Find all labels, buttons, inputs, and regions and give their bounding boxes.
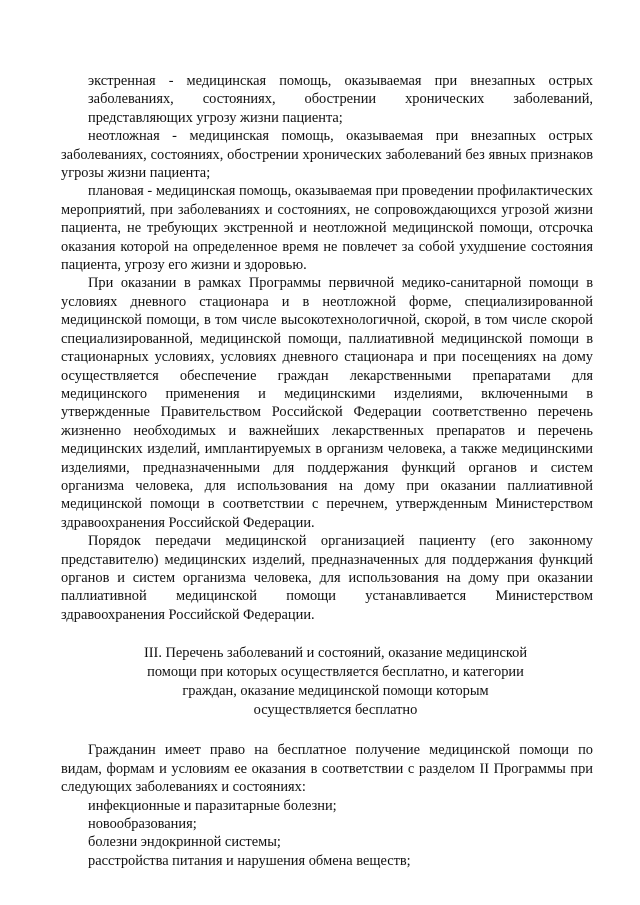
- list-item: новообразования;: [88, 816, 197, 832]
- section-heading-line: помощи при которых осуществляется бесплатно, и категории: [147, 663, 524, 680]
- paragraph-urgent-care: неотложная - медицинская помощь, оказываемая при внезапных острых заболеваниях, состояниях, обострении хронических заболеваний без явных признаков угрозы жизни пациента;: [61, 128, 593, 182]
- conditions-list: [88, 797, 593, 871]
- section-heading-line: осуществляется бесплатно: [253, 701, 418, 718]
- paragraph-device-transfer-order: Порядок передачи медицинской организацией пациенту (его законному представителю) медицинских изделий, предназначенных для поддержания функций органов и систем организма человека, для использования на дому при оказании паллиативной медицинской помощи устанавливается Министерством здравоохранения Российской Федерации.: [61, 533, 593, 623]
- list-item: расстройства питания и нарушения обмена веществ;: [88, 852, 411, 869]
- paragraph-emergency-care: экстренная - медицинская помощь, оказываемая при внезапных острых заболеваниях, состояниях, обострении хронических заболеваний, представляющих угрозу жизни пациента;: [88, 73, 593, 126]
- paragraph-medication-provision: При оказании в рамках Программы первичной медико-санитарной помощи в условиях дневного стационара и в неотложной форме, специализированной медицинской помощи, в том числе высокотехнологичной, скорой, в том числе скорой специализированной, медицинской помощи, паллиативной медицинской помощи в стационарных условиях, условиях дневного стационара и при посещениях на дому осуществляется обеспечение граждан лекарственными препаратами для медицинского применения и медицинскими изделиями, включенными в утвержденные Правительством Российской Федерации соответственно перечень жизненно необходимых и важнейших лекарственных препаратов и перечень медицинских изделий, имплантируемых в организм человека, а также медицинскими изделиями, предназначенными для поддержания функций органов и систем организма человека, для использования на дому при оказании паллиативной медицинской помощи в соответствии с перечнем, утвержденным Министерством здравоохранения Российской Федерации.: [61, 275, 593, 531]
- list-item: болезни эндокринной системы;: [88, 834, 281, 851]
- section-heading: [78, 644, 593, 719]
- paragraph-section-intro: Гражданин имеет право на бесплатное получение медицинской помощи по видам, формам и условиям ее оказания в соответствии с разделом II Программы при следующих заболеваниях и состояниях:: [61, 742, 593, 796]
- section-heading-line: III. Перечень заболеваний и состояний, оказание медицинской: [143, 645, 528, 662]
- list-item: инфекционные и паразитарные болезни;: [88, 797, 337, 814]
- section-heading-line: граждан, оказание медицинской помощи которым: [182, 682, 489, 699]
- paragraph-planned-care: плановая - медицинская помощь, оказываемая при проведении профилактических мероприятий, при заболеваниях и состояниях, не сопровождающихся угрозой жизни пациента, не требующих экстренной и неотложной медицинской помощи, отсрочка оказания которой на определенное время не повлечет за собой ухудшение состояния пациента, угрозу его жизни и здоровью.: [61, 183, 593, 274]
